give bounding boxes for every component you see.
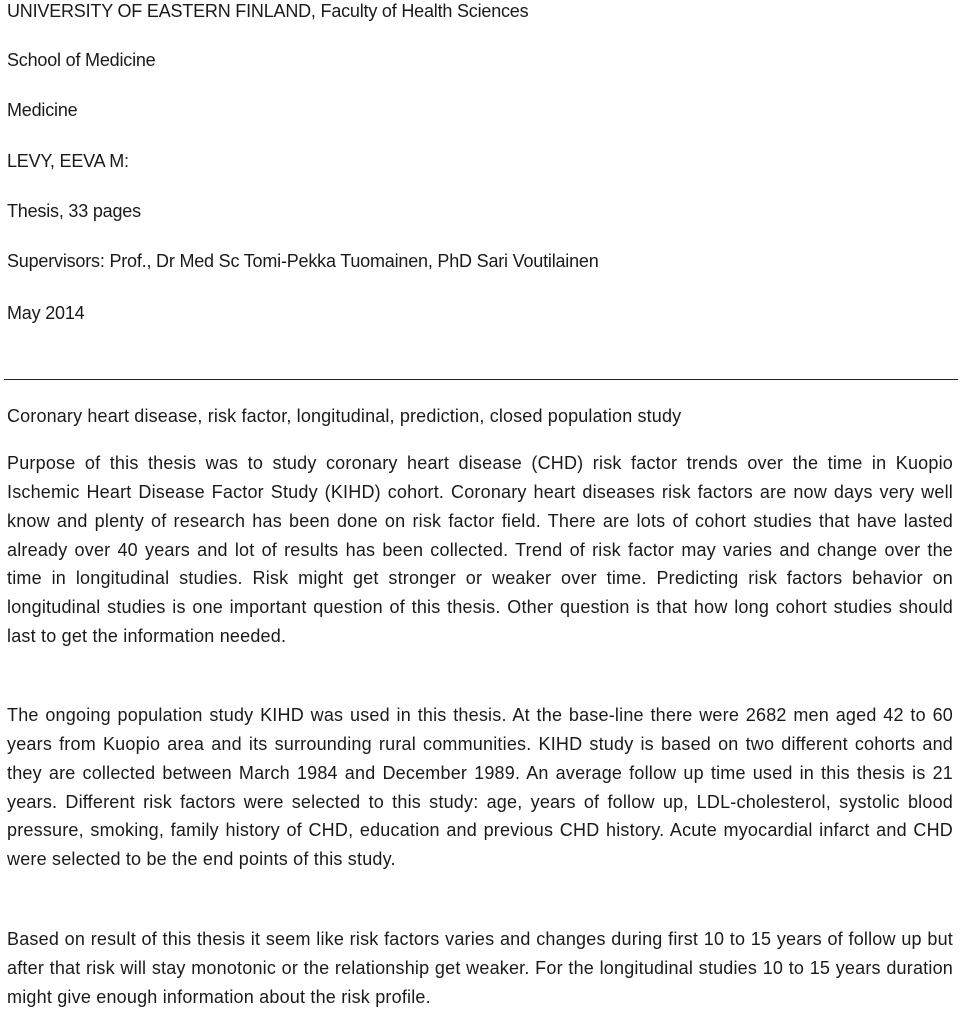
abstract-paragraph-methods: The ongoing population study KIHD was used in this thesis. At the base-line there were 2682 men aged 42 to 60 years from Kuopio area and its surrounding rural communities. KIHD study is based on two different cohorts and they are collected between March 1984 and December 1989. An average follow up time used in this thesis is 21 years. Different risk factors were selected to this study: age, years of follow up, LDL-cholesterol, systolic blood pressure, smoking, family history of CHD, education and previous CHD history. Acute myocardial infarct and CHD were selected to be the end points of this study.	[7, 705, 953, 870]
abstract-paragraph-purpose: Purpose of this thesis was to study coronary heart disease (CHD) risk factor trends over the time in Kuopio Ischemic Heart Disease Factor Study (KIHD) cohort. Coronary heart diseases risk factors are now days very well know and plenty of research has been done on risk factor field. There are lots of cohort studies that have lasted already over 40 years and lot of results has been collected. Trend of risk factor may varies and change over the time in longitudinal studies. Risk might get stronger or weaker over time. Predicting risk factors behavior on longitudinal studies is one important question of this thesis. Other question is that how long cohort studies should last to get the information needed.	[7, 453, 953, 647]
date-line: May 2014	[7, 303, 85, 323]
thesis-pages-line: Thesis, 33 pages	[7, 201, 141, 221]
supervisors-line: Supervisors: Prof., Dr Med Sc Tomi-Pekka Tuomainen, PhD Sari Voutilainen	[7, 251, 599, 271]
keywords-line: Coronary heart disease, risk factor, longitudinal, prediction, closed population study	[7, 406, 682, 426]
program-line: Medicine	[7, 100, 78, 120]
school-line: School of Medicine	[7, 50, 156, 70]
horizontal-divider	[4, 379, 958, 380]
abstract-paragraph-results: Based on result of this thesis it seem like risk factors varies and changes during first 10 to 15 years of follow up but after that risk will stay monotonic or the relationship get weaker. For the longitudinal studies 10 to 15 years duration might give enough information about the risk profile.	[7, 929, 953, 1007]
university-line: UNIVERSITY OF EASTERN FINLAND, Faculty of Health Sciences	[7, 1, 529, 21]
author-line: LEVY, EEVA M:	[7, 151, 129, 171]
